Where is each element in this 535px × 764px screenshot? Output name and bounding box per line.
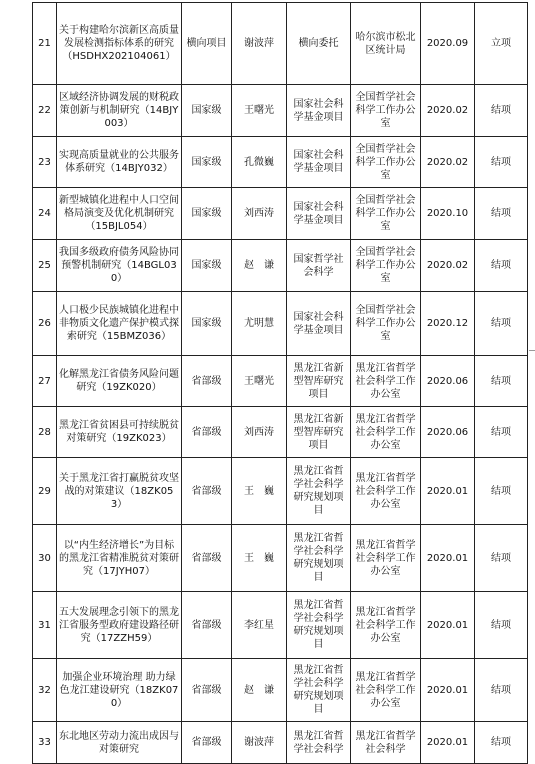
table-row: [33, 722, 528, 764]
project-status: 立项: [475, 3, 528, 85]
project-level: 国家级: [182, 188, 232, 240]
project-level: 横向项目: [182, 3, 232, 85]
project-title: 实现高质量就业的公共服务体系研究（14BJY032）: [57, 137, 182, 188]
issuing-office: 黑龙江省哲学社会科学工作办公室: [351, 407, 421, 458]
project-level: 省部级: [182, 659, 232, 722]
row-number: 31: [33, 592, 57, 659]
project-type: 黑龙江省新型智库研究项目: [287, 356, 351, 407]
project-date: 2020.06: [421, 356, 475, 407]
issuing-office: 黑龙江省哲学社会科学工作办公室: [351, 356, 421, 407]
project-type: 黑龙江省哲学社会科学研究规划项目: [287, 592, 351, 659]
project-level: 省部级: [182, 407, 232, 458]
issuing-office: 黑龙江省哲学社会科学工作办公室: [351, 592, 421, 659]
issuing-office: 全国哲学社会科学工作办公室: [351, 292, 421, 356]
table-row: [33, 592, 528, 659]
project-date: 2020.06: [421, 407, 475, 458]
table-row: [33, 188, 528, 240]
row-number: 21: [33, 3, 57, 85]
project-level: 省部级: [182, 722, 232, 764]
project-title: 关于构建哈尔滨新区高质量发展检测指标体系的研究（HSDHX202104061）: [57, 3, 182, 85]
issuing-office: 全国哲学社会科学工作办公室: [351, 137, 421, 188]
issuing-office: 全国哲学社会科学工作办公室: [351, 85, 421, 137]
row-number: 30: [33, 525, 57, 592]
project-status: 结项: [475, 137, 528, 188]
row-number: 23: [33, 137, 57, 188]
project-date: 2020.12: [421, 292, 475, 356]
project-status: 结项: [475, 85, 528, 137]
project-title: 新型城镇化进程中人口空间格局演变及优化机制研究（15BJL054）: [57, 188, 182, 240]
table-row: [33, 3, 528, 85]
project-type: 黑龙江省新型智库研究项目: [287, 407, 351, 458]
table-row: [33, 85, 528, 137]
project-level: 国家级: [182, 240, 232, 292]
project-status: 结项: [475, 292, 528, 356]
project-title: 我国多级政府债务风险协同预警机制研究（14BGL030）: [57, 240, 182, 292]
project-leader: 王曙光: [232, 85, 287, 137]
project-type: 国家社会科学基金项目: [287, 137, 351, 188]
project-type: 国家社会科学基金项目: [287, 85, 351, 137]
project-status: 结项: [475, 458, 528, 525]
project-status: 结项: [475, 659, 528, 722]
project-date: 2020.02: [421, 85, 475, 137]
project-type: 国家社会科学基金项目: [287, 188, 351, 240]
project-date: 2020.01: [421, 659, 475, 722]
project-level: 省部级: [182, 592, 232, 659]
row-number: 25: [33, 240, 57, 292]
project-status: 结项: [475, 592, 528, 659]
project-date: 2020.01: [421, 458, 475, 525]
project-leader: 孔微巍: [232, 137, 287, 188]
project-title: 五大发展理念引领下的黑龙江省服务型政府建设路径研究（17ZZH59）: [57, 592, 182, 659]
project-leader: 李红星: [232, 592, 287, 659]
project-leader: 赵 谦: [232, 659, 287, 722]
project-leader: 谢波萍: [232, 3, 287, 85]
row-number: 33: [33, 722, 57, 764]
issuing-office: 黑龙江省哲学社会科学工作办公室: [351, 525, 421, 592]
issuing-office: 黑龙江省哲学社会科学工作办公室: [351, 659, 421, 722]
project-status: 结项: [475, 407, 528, 458]
issuing-office: 全国哲学社会科学工作办公室: [351, 240, 421, 292]
project-date: 2020.01: [421, 525, 475, 592]
project-level: 省部级: [182, 458, 232, 525]
project-type: 黑龙江省哲学社会科学研究规划项目: [287, 525, 351, 592]
row-number: 26: [33, 292, 57, 356]
table-row: [33, 137, 528, 188]
project-level: 国家级: [182, 292, 232, 356]
project-status: 结项: [475, 722, 528, 764]
row-number: 24: [33, 188, 57, 240]
project-status: 结项: [475, 188, 528, 240]
project-leader: 尤明慧: [232, 292, 287, 356]
project-type: 国家哲学社会科学: [287, 240, 351, 292]
project-status: 结项: [475, 356, 528, 407]
row-number: 29: [33, 458, 57, 525]
project-level: 国家级: [182, 137, 232, 188]
project-date: 2020.10: [421, 188, 475, 240]
project-date: 2020.09: [421, 3, 475, 85]
project-type: 黑龙江省哲学社会科学研究规划项目: [287, 659, 351, 722]
margin-mark: [529, 350, 535, 351]
table-row: [33, 356, 528, 407]
project-type: 黑龙江省哲学社会科学研究规划项目: [287, 458, 351, 525]
project-level: 省部级: [182, 525, 232, 592]
issuing-office: 哈尔滨市松北区统计局: [351, 3, 421, 85]
project-title: 加强企业环境治理 助力绿色龙江建设研究（18ZK070）: [57, 659, 182, 722]
project-status: 结项: [475, 240, 528, 292]
project-title: 化解黑龙江省债务风险问题研究（19ZK020）: [57, 356, 182, 407]
table-row: [33, 407, 528, 458]
project-title: 东北地区劳动力流出成因与对策研究: [57, 722, 182, 764]
project-title: 以“内生经济增长”为目标的黑龙江省精准脱贫对策研究（17JYH07）: [57, 525, 182, 592]
project-level: 省部级: [182, 356, 232, 407]
row-number: 28: [33, 407, 57, 458]
project-type: 国家社会科学基金项目: [287, 292, 351, 356]
project-title: 人口极少民族城镇化进程中非物质文化遗产保护模式探索研究（15BMZ036）: [57, 292, 182, 356]
table-row: [33, 240, 528, 292]
project-leader: 王 巍: [232, 458, 287, 525]
issuing-office: 黑龙江省哲学社会科学工作办公室: [351, 458, 421, 525]
project-date: 2020.02: [421, 137, 475, 188]
row-number: 32: [33, 659, 57, 722]
table-row: [33, 659, 528, 722]
project-leader: 赵 谦: [232, 240, 287, 292]
issuing-office: 全国哲学社会科学工作办公室: [351, 188, 421, 240]
project-leader: 王 巍: [232, 525, 287, 592]
project-leader: 刘西涛: [232, 188, 287, 240]
project-type: 横向委托: [287, 3, 351, 85]
table-row: [33, 292, 528, 356]
project-title: 黑龙江省贫困县可持续脱贫对策研究（19ZK023）: [57, 407, 182, 458]
row-number: 27: [33, 356, 57, 407]
project-leader: 王曙光: [232, 356, 287, 407]
project-table: [32, 2, 528, 764]
table-row: [33, 458, 528, 525]
table-row: [33, 525, 528, 592]
project-date: 2020.01: [421, 722, 475, 764]
row-number: 22: [33, 85, 57, 137]
project-title: 区域经济协调发展的财税政策创新与机制研究（14BJY003）: [57, 85, 182, 137]
issuing-office: 黑龙江省哲学社会科学: [351, 722, 421, 764]
project-date: 2020.02: [421, 240, 475, 292]
project-level: 国家级: [182, 85, 232, 137]
project-leader: 刘西涛: [232, 407, 287, 458]
project-date: 2020.01: [421, 592, 475, 659]
project-status: 结项: [475, 525, 528, 592]
project-type: 黑龙江省哲学社会科学: [287, 722, 351, 764]
project-leader: 谢波萍: [232, 722, 287, 764]
project-title: 关于黑龙江省打赢脱贫攻坚战的对策建议（18ZK053）: [57, 458, 182, 525]
